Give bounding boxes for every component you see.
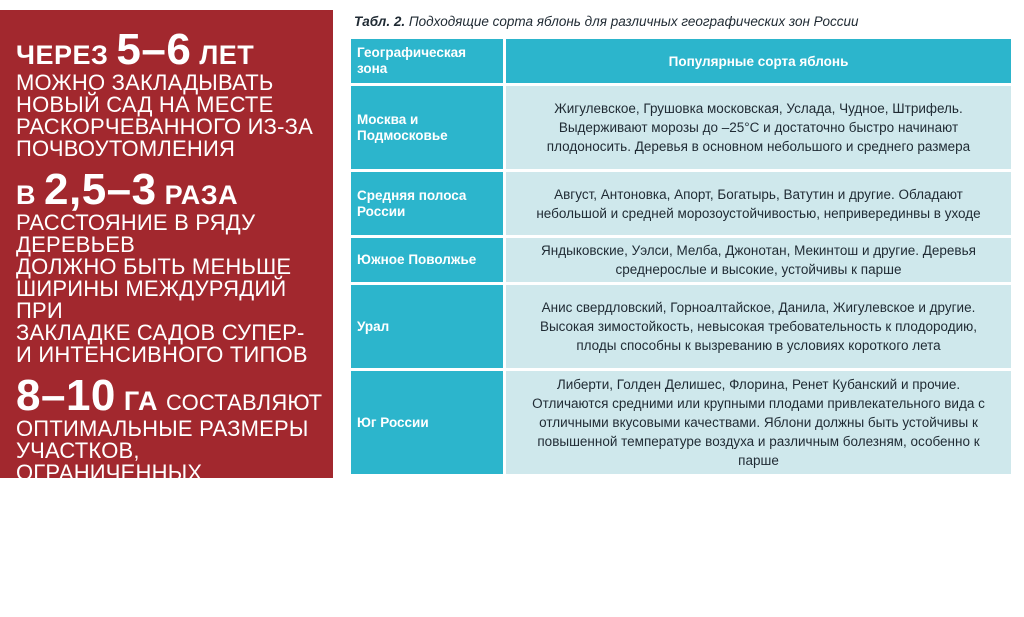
fact-2-unit: РАЗА xyxy=(164,180,239,210)
zone-cell: Москва и Подмосковье xyxy=(351,86,503,169)
fact-1 xyxy=(16,25,323,161)
table-caption-text: Подходящие сорта яблонь для различных географических зон России xyxy=(405,14,859,29)
table-caption-label: Табл. 2. xyxy=(354,14,406,29)
table-row xyxy=(351,172,1011,235)
column-header-zone: Географическая зона xyxy=(351,39,503,83)
fact-3-line: ОПТИМАЛЬНЫЕ РАЗМЕРЫ xyxy=(16,416,309,441)
table-caption xyxy=(354,14,1014,29)
fact-3-number: 8–10 xyxy=(16,371,116,420)
fact-1-line: ПОЧВОУТОМЛЕНИЯ xyxy=(16,136,236,161)
fact-3 xyxy=(16,371,323,617)
table-row xyxy=(351,86,1011,169)
zone-cell: Южное Поволжье xyxy=(351,238,503,282)
fact-1-text xyxy=(16,72,323,160)
varieties-cell: Жигулевское, Грушовка московская, Услада, Чудное, Штрифель. Выдерживают морозы до –25°С и достаточно быстро начинают плодоносить. Деревья в основном небольшого и среднего размера xyxy=(506,86,1011,169)
table-row xyxy=(351,238,1011,282)
fact-3-line: ЗАЩИТНЫМИ НАСАЖДЕНИЯМИ xyxy=(16,482,211,529)
fact-1-line: РАСКОРЧЕВАННОГО ИЗ-ЗА xyxy=(16,114,313,139)
zone-cell: Юг России xyxy=(351,371,503,474)
varieties-cell: Яндыковские, Уэлси, Мелба, Джонотан, Мекинтош и другие. Деревья среднерослые и высокие, устойчивы к парше xyxy=(506,238,1011,282)
fact-3-line: И ДОРОГАМИ, ДЛЯ ЯБЛОНЕВЫХ xyxy=(16,526,221,573)
fact-1-headline xyxy=(16,25,323,74)
fact-1-number: 5–6 xyxy=(116,25,192,74)
zone-cell: Урал xyxy=(351,285,503,368)
facts-panel xyxy=(0,10,333,617)
fact-1-line: НОВЫЙ САД НА МЕСТЕ xyxy=(16,92,274,117)
varieties-cell: Анис свердловский, Горноалтайское, Данила, Жигулевское и другие. Высокая зимостойкость, невысокая требовательность к плодородию, плоды способны к вызреванию в условиях короткого лета xyxy=(506,285,1011,368)
table-row xyxy=(351,285,1011,368)
fact-3-text xyxy=(16,418,323,616)
zone-cell: Средняя полоса России xyxy=(351,172,503,235)
fact-2-line: РАССТОЯНИЕ В РЯДУ ДЕРЕВЬЕВ xyxy=(16,210,256,257)
fact-3-line: УЧАСТКОВ, ОГРАНИЧЕННЫХ xyxy=(16,438,203,485)
fact-1-prefix: ЧЕРЕЗ xyxy=(16,40,109,70)
fact-2-line: ЗАКЛАДКЕ САДОВ СУПЕР- xyxy=(16,320,305,345)
fact-3-unit: ГА xyxy=(123,386,158,416)
fact-2-prefix: В xyxy=(16,180,36,210)
varieties-cell: Август, Антоновка, Апорт, Богатырь, Ватутин и другие. Обладают небольшой и средней морозоустойчивостью, неприверединвы в уходе xyxy=(506,172,1011,235)
fact-2-headline xyxy=(16,165,323,214)
fact-2-text xyxy=(16,212,323,366)
fact-2-line: И ИНТЕНСИВНОГО ТИПОВ xyxy=(16,342,308,367)
fact-1-unit: ЛЕТ xyxy=(199,40,255,70)
apple-varieties-table xyxy=(348,36,1014,477)
column-header-varieties: Популярные сорта яблонь xyxy=(506,39,1011,83)
fact-2-line: ШИРИНЫ МЕЖДУРЯДИЙ ПРИ xyxy=(16,276,287,323)
table-header-row xyxy=(351,39,1011,83)
fact-3-inline-text: СОСТАВЛЯЮТ xyxy=(166,390,323,415)
fact-1-line: МОЖНО ЗАКЛАДЫВАТЬ xyxy=(16,70,274,95)
fact-2-line: ДОЛЖНО БЫТЬ МЕНЬШЕ xyxy=(16,254,292,279)
table-row xyxy=(351,371,1011,474)
fact-3-headline xyxy=(16,371,323,420)
fact-2-number: 2,5–3 xyxy=(44,165,157,214)
fact-2 xyxy=(16,165,323,367)
fact-3-line: СУПЕР- И ИНТЕНСИВНЫХ САДОВ xyxy=(16,570,302,617)
varieties-cell: Либерти, Голден Делишес, Флорина, Ренет Кубанский и прочие. Отличаются средними или крупными плодами привлекательного вида с отличными вкусовыми качествами. Яблони должны быть устойчивы к повышенной температуре воздуха и различным болезням, особенно к парше xyxy=(506,371,1011,474)
